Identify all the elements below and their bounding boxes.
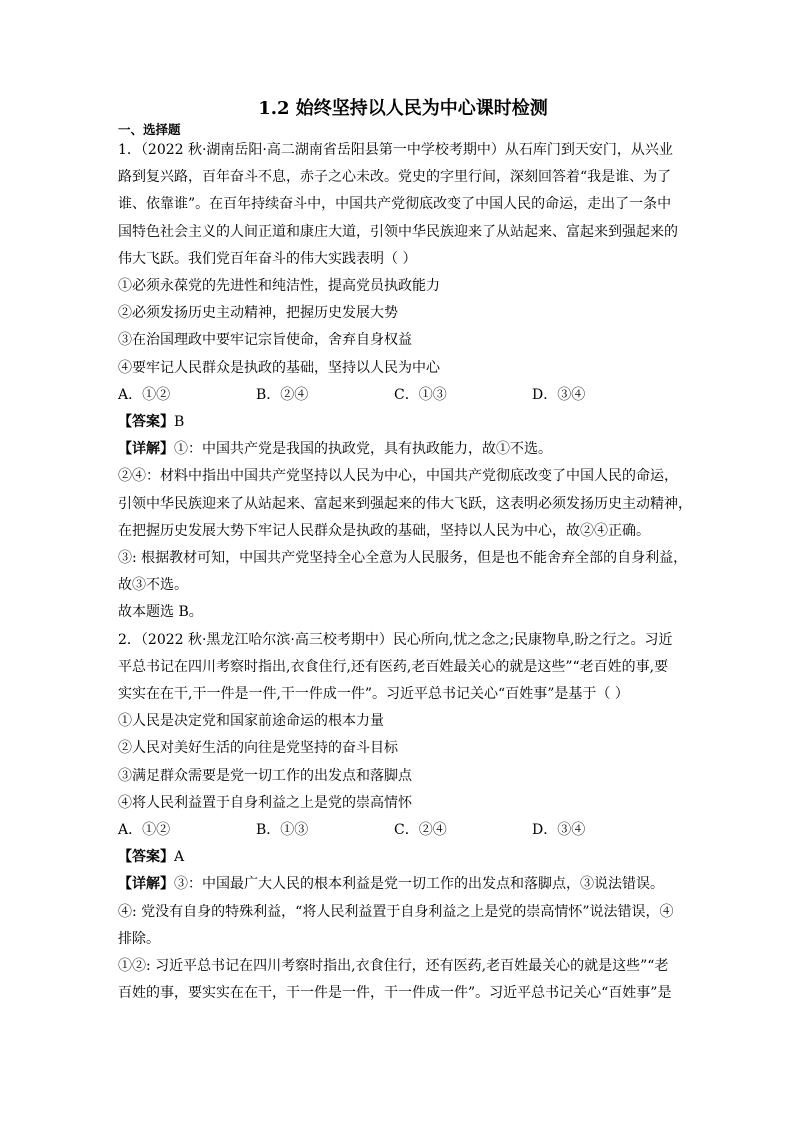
q1-option: ③在治国理政中要牢记宗旨使命，舍弃自身权益 xyxy=(118,332,412,349)
q2-detail-text: ③：中国最广大人民的根本利益是党一切工作的出发点和落脚点，③说法错误。 xyxy=(174,876,664,893)
q2-option: ④将人民利益置于自身利益之上是党的崇高情怀 xyxy=(118,794,412,811)
q1-answer-value: B xyxy=(174,414,185,431)
q1-stem-line: 国特色社会主义的人间正道和康庄大道，引领中华民族迎来了从站起来、富起来到强起来的 xyxy=(118,223,678,240)
q2-choices xyxy=(118,817,688,844)
q2-choice-d: D．③④ xyxy=(532,822,586,839)
q2-option: ①人民是决定党和国家前途命运的根本力量 xyxy=(118,713,384,730)
q1-stem-line: 1．（2022 秋·湖南岳阳·高二湖南省岳阳县第一中学校考期中）从石库门到天安门，从兴业 xyxy=(118,142,673,158)
document-page xyxy=(118,96,692,1008)
q1-answer xyxy=(118,409,688,436)
q1-option: ④要牢记人民群众是执政的基础，坚持以人民为中心 xyxy=(118,359,440,376)
q1-detail-line xyxy=(118,436,688,463)
q1-detail-line: 故③不选。 xyxy=(118,577,188,594)
q1-detail-line: 引领中华民族迎来了从站起来、富起来到强起来的伟大飞跃，这表明必须发扬历史主动精神， xyxy=(118,495,692,512)
q1-option: ①必须永葆党的先进性和纯洁性，提高党员执政能力 xyxy=(118,278,440,295)
q1-detail-line: ③: 根据教材可知，中国共产党坚持全心全意为人民服务，但是也不能舍弃全部的自身利益， xyxy=(118,550,688,567)
section-heading: 一、选择题 xyxy=(118,122,181,137)
q2-option: ③满足群众需要是党一切工作的出发点和落脚点 xyxy=(118,767,412,784)
page-title: 1.2 始终坚持以人民为中心课时检测 xyxy=(258,98,548,119)
q2-answer xyxy=(118,844,688,871)
q1-choices xyxy=(118,382,688,409)
q1-stem-line: 谁、依靠谁”。在百年持续奋斗中，中国共产党彻底改变了中国人民的命运，走出了一条中 xyxy=(118,196,672,213)
q2-detail-label: 【详解】 xyxy=(118,876,174,893)
q2-stem-line: 平总书记在四川考察时指出,衣食住行,还有医药,老百姓最关心的就是这些”“老百姓的事,要 xyxy=(118,658,669,675)
q2-stem-line: 实实在在干,干一件是一件,干一件成一件”。习近平总书记关心“百姓事”是基于（ ） xyxy=(118,686,629,703)
question-1 xyxy=(118,137,692,627)
q2-option: ②人民对美好生活的向往是党坚持的奋斗目标 xyxy=(118,740,398,757)
q1-choice-d: D．③④ xyxy=(532,386,586,403)
q2-answer-label: 【答案】 xyxy=(118,849,174,866)
question-2 xyxy=(118,627,688,1008)
q1-option: ②必须发扬历史主动精神，把握历史发展大势 xyxy=(118,305,398,322)
q2-detail-line: 排除。 xyxy=(118,930,160,947)
q1-choice-b: B．②④ xyxy=(256,386,309,403)
q1-choice-c: C．①③ xyxy=(394,386,447,403)
q2-choice-b: B．①③ xyxy=(256,822,309,839)
q1-detail-label: 【详解】 xyxy=(118,441,174,458)
q2-choice-a: A．①② xyxy=(118,822,171,839)
q1-stem-line: 路到复兴路，百年奋斗不息，赤子之心未改。党史的字里行间，深刻回答着“我是谁、为了 xyxy=(118,169,672,186)
q2-stem-line: 2．（2022 秋·黑龙江哈尔滨·高三校考期中）民心所向,忧之念之;民康物阜,盼之行之。习近 xyxy=(118,631,673,648)
q2-detail-line xyxy=(118,871,688,898)
q1-detail-line: ②④：材料中指出中国共产党坚持以人民为中心，中国共产党彻底改变了中国人民的命运， xyxy=(118,468,678,485)
q1-detail-line: 故本题选 B。 xyxy=(118,604,203,621)
q1-stem-line: 伟大飞跃。我们党百年奋斗的伟大实践表明（ ） xyxy=(118,250,417,267)
q2-detail-line: ④: 党没有自身的特殊利益，“将人民利益置于自身利益之上是党的崇高情怀”说法错误，④ xyxy=(118,903,674,920)
q2-detail-line: ①②: 习近平总书记在四川考察时指出,衣食住行，还有医药,老百姓最关心的就是这些”“老 xyxy=(118,958,669,975)
q2-detail-line: 百姓的事，要实实在在干，干一件是一件，干一件成一件”。习近平总书记关心“百姓事”是 xyxy=(118,985,672,1002)
q2-choice-c: C．②④ xyxy=(394,822,447,839)
q2-answer-value: A xyxy=(174,849,185,866)
q1-choice-a: A．①② xyxy=(118,386,171,403)
q1-answer-label: 【答案】 xyxy=(118,414,174,431)
q1-detail-line: 在把握历史发展大势下牢记人民群众是执政的基础，坚持以人民为中心，故②④正确。 xyxy=(118,522,650,539)
q1-detail-text: ①：中国共产党是我国的执政党，具有执政能力，故①不选。 xyxy=(174,441,552,458)
